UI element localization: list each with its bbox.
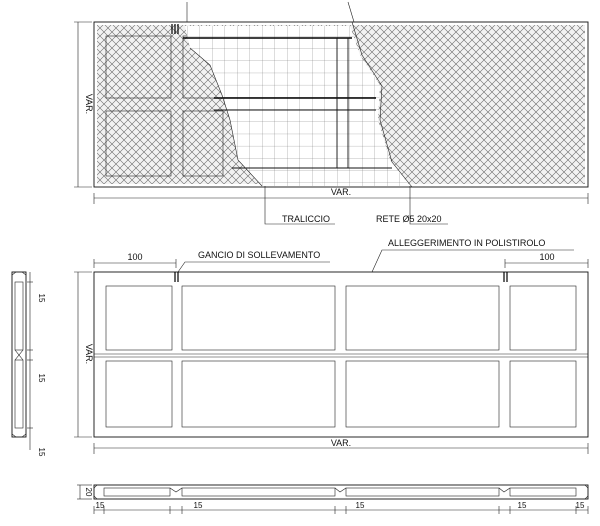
bottom-section bbox=[77, 485, 588, 514]
polystyrene-block bbox=[510, 286, 576, 350]
var-label: VAR. bbox=[84, 343, 94, 365]
thickness-20: 20 bbox=[84, 487, 93, 497]
polystyrene-block bbox=[346, 361, 499, 427]
gancio-label: GANCIO DI SOLLEVAMENTO bbox=[198, 250, 321, 260]
polystyrene-block bbox=[182, 361, 335, 427]
middle-panel bbox=[74, 238, 588, 454]
spacing-15: 15 bbox=[37, 293, 46, 303]
alleggerimento-label: ALLEGGERIMENTO IN POLISTIROLO bbox=[388, 238, 546, 248]
spacing-15: 15 bbox=[575, 501, 585, 510]
side-section bbox=[12, 272, 46, 457]
var-label: VAR. bbox=[84, 93, 94, 115]
polystyrene-block bbox=[106, 286, 172, 350]
spacing-15: 15 bbox=[95, 501, 105, 510]
spacing-15: 15 bbox=[37, 447, 46, 457]
hook-offset-left: 100 bbox=[127, 252, 143, 262]
lifting-hook bbox=[504, 272, 507, 282]
traliccio-label: TRALICCIO bbox=[282, 214, 331, 224]
lifting-hook bbox=[175, 272, 178, 282]
var-label: VAR. bbox=[330, 187, 352, 197]
polystyrene-block bbox=[510, 361, 576, 427]
var-label: VAR. bbox=[330, 438, 352, 448]
spacing-15: 15 bbox=[37, 373, 46, 383]
spacing-15: 15 bbox=[517, 501, 527, 510]
spacing-15: 15 bbox=[355, 501, 365, 510]
spacing-15: 15 bbox=[193, 501, 203, 510]
polystyrene-block bbox=[182, 286, 335, 350]
hook-offset-right: 100 bbox=[539, 252, 555, 262]
polystyrene-block bbox=[346, 286, 499, 350]
top-panel bbox=[74, 2, 588, 224]
polystyrene-block bbox=[106, 361, 172, 427]
rete-label: RETE Ø5 20x20 bbox=[376, 214, 442, 224]
